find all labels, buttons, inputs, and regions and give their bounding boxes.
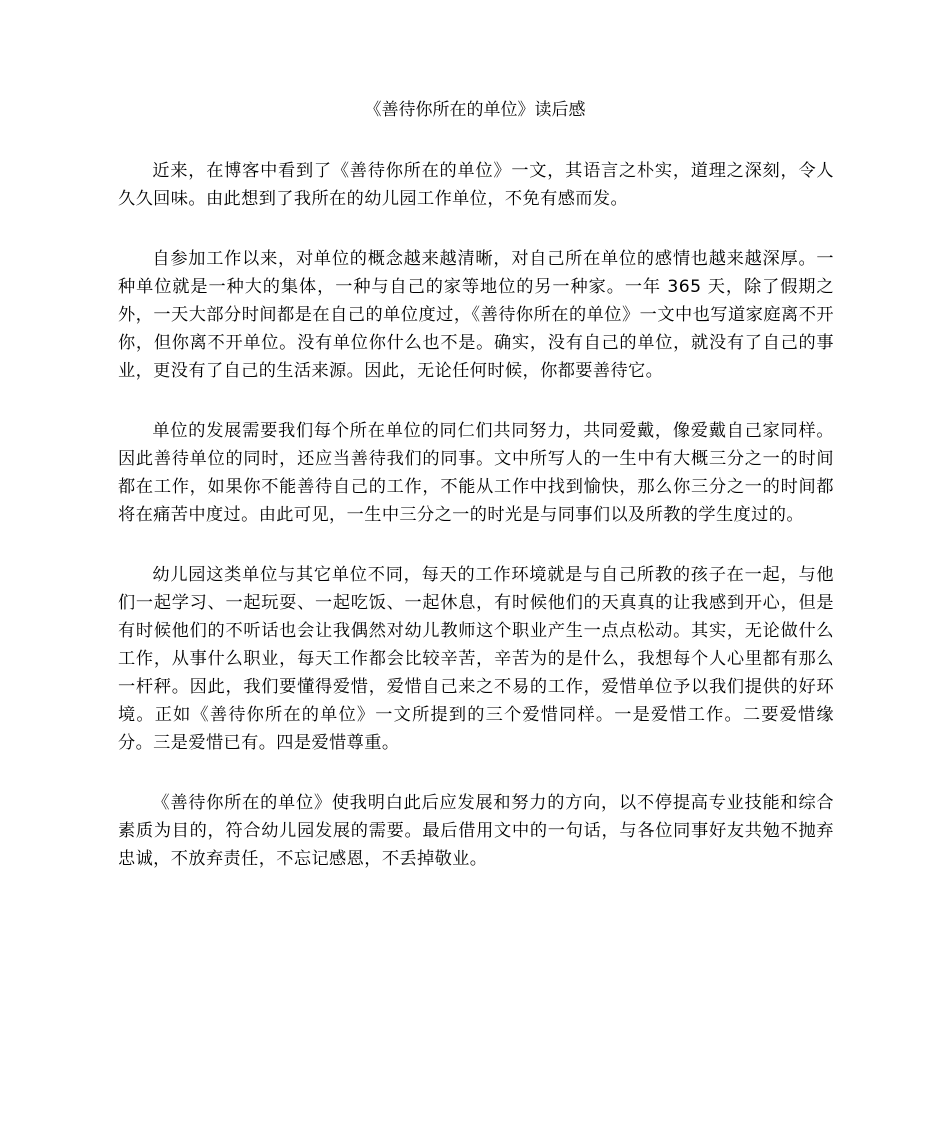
paragraph-3: 单位的发展需要我们每个所在单位的同仁们共同努力，共同爱戴，像爱戴自己家同样。因此善待单位的同时，还应当善待我们的同事。文中所写人的一生中有大概三分之一的时间都在工作，如果你不能善待自己的工作，不能从工作中找到愉快，那么你三分之一的时间都将在痛苦中度过。由此可见，一生中三分之一的时光是与同事们以及所教的学生度过的。 bbox=[118, 421, 834, 525]
paragraph-5: 《善待你所在的单位》使我明白此后应发展和努力的方向，以不停提高专业技能和综合素质为目的，符合幼儿园发展的需要。最后借用文中的一句话，与各位同事好友共勉不抛弃忠诚，不放弃责任，不忘记感恩，不丢掉敬业。 bbox=[118, 793, 834, 869]
document-title: 《善待你所在的单位》读后感 bbox=[364, 100, 586, 120]
paragraph-4: 幼儿园这类单位与其它单位不同，每天的工作环境就是与自己所教的孩子在一起，与他们一起学习、一起玩耍、一起吃饭、一起休息，有时候他们的天真真的让我感到开心，但是有时候他们的不听话也会让我偶然对幼儿教师这个职业产生一点点松动。其实，无论做什么工作，从事什么职业，每天工作都会比较辛苦，辛苦为的是什么，我想每个人心里都有那么一杆秤。因此，我们要懂得爱惜，爱惜自己来之不易的工作，爱惜单位予以我们提供的好环境。正如《善待你所在的单位》一文所提到的三个爱惜同样。一是爱惜工作。二要爱惜缘分。三是爱惜已有。四是爱惜尊重。 bbox=[118, 565, 834, 753]
paragraph-2: 自参加工作以来，对单位的概念越来越清晰，对自己所在单位的感情也越来越深厚。一种单位就是一种大的集体，一种与自己的家等地位的另一种家。一年 365 天，除了假期之外，一天大部分时间都是在自己的单位度过，《善待你所在的单位》一文中也写道家庭离不开你，但你离不开单位。没有单位你什么也不是。确实，没有自己的单位，就没有了自己的事业，更没有了自己的生活来源。因此，无论任何时候，你都要善待它。 bbox=[118, 249, 834, 381]
document-body bbox=[118, 157, 834, 905]
paragraph-1: 近来，在博客中看到了《善待你所在的单位》一文，其语言之朴实，道理之深刻，令人久久回味。由此想到了我所在的幼儿园工作单位，不免有感而发。 bbox=[118, 161, 834, 209]
